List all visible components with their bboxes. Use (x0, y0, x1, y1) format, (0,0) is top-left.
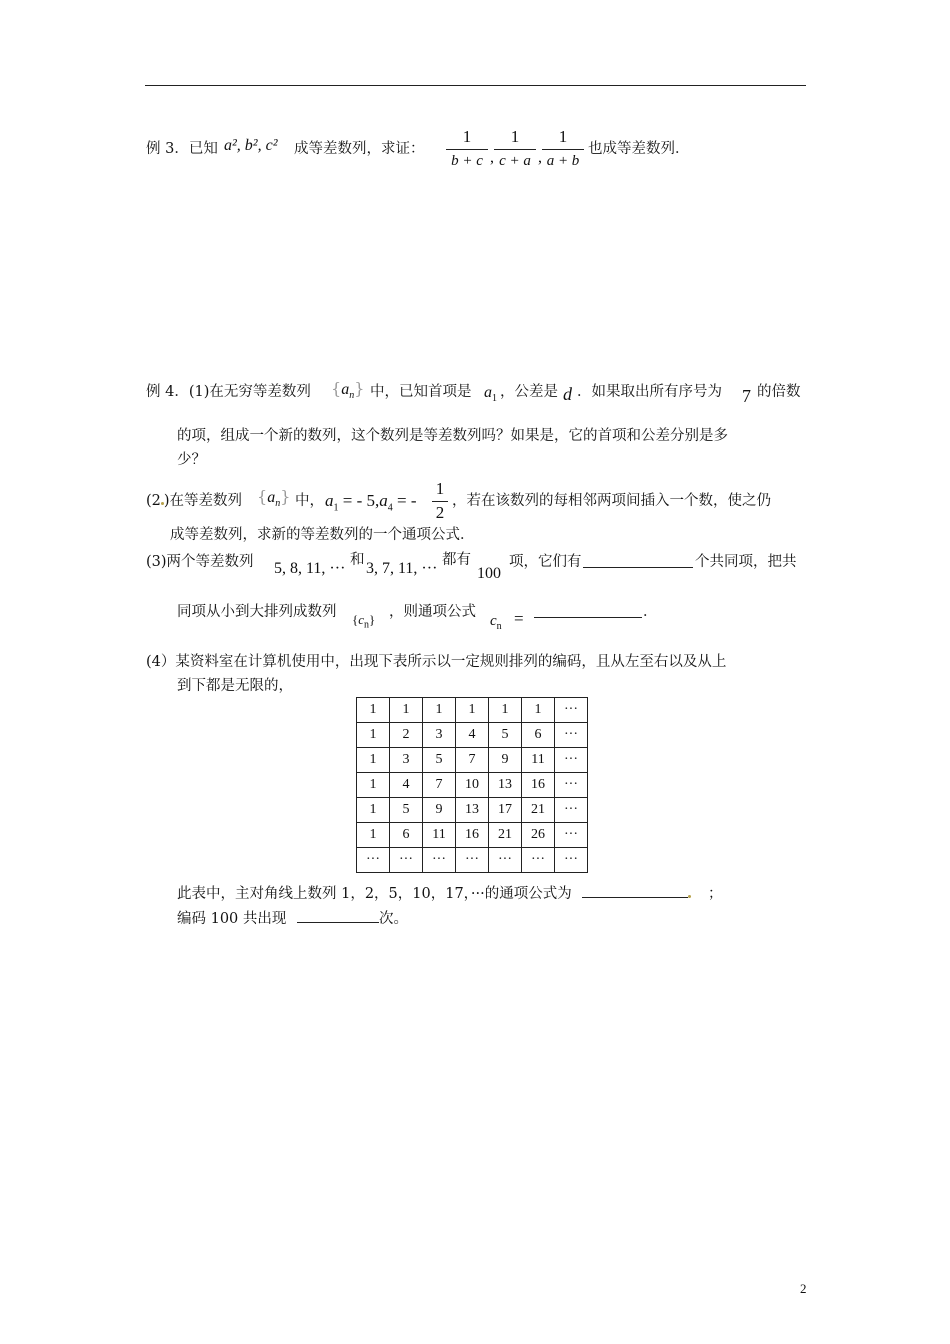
table-cell: 4 (456, 723, 489, 748)
table-cell: 1 (357, 698, 390, 723)
table-row (357, 798, 588, 823)
table-cell: 10 (456, 773, 489, 798)
table-cell: 13 (456, 798, 489, 823)
example4-part1-seq: $\{a_n\}$ (331, 379, 365, 401)
table-cell: 5 (390, 798, 423, 823)
table-cell: 6 (522, 723, 555, 748)
example4-part1-mid2: ，公差是 (500, 384, 558, 400)
example4-part4-question1: 此表中，主对角线上数列 1，2，5，10，17，···的通项公式为 ； (177, 886, 723, 902)
table-cell: 6 (390, 823, 423, 848)
example3-fraction-3 (542, 127, 584, 170)
example4-part2-mid: 中， (295, 493, 324, 509)
table-cell: 5 (489, 723, 522, 748)
example4-part3-cn-seq: $\{c_n\}$ (352, 612, 376, 631)
example4-part3-line2: 同项从小到大排列成数列 (177, 604, 337, 620)
table-cell: ··· (489, 848, 522, 873)
example4-part1-line3: 少？ (177, 452, 206, 468)
table-cell: ··· (357, 848, 390, 873)
table-cell: 16 (522, 773, 555, 798)
example4-part3-count: 100 (477, 565, 501, 582)
example4-part3-end: 个共同项，把共 (695, 554, 797, 570)
table-cell: ··· (555, 848, 588, 873)
page-number: 2 (800, 1281, 807, 1296)
table-cell: 9 (489, 748, 522, 773)
table-row (357, 723, 588, 748)
fraction-denominator: b + c (451, 153, 483, 169)
question1-answer-blank[interactable] (582, 885, 688, 898)
fraction-denominator: a + b (546, 153, 580, 169)
table-row (357, 748, 588, 773)
table-cell: 4 (390, 773, 423, 798)
table-cell: 3 (390, 748, 423, 773)
table-cell: 16 (456, 823, 489, 848)
example4-part2-fraction: 1 2 (432, 479, 448, 522)
header-rule (145, 85, 806, 86)
example3-fraction-2 (494, 127, 536, 170)
table-cell: ··· (423, 848, 456, 873)
fraction-denominator: c + a (499, 153, 531, 169)
code-table (356, 697, 588, 873)
example4-part1-mid3: ．如果取出所有序号为 (577, 384, 722, 400)
table-cell: 13 (489, 773, 522, 798)
example4-part1-seven: 7 (742, 386, 751, 406)
table-cell: 1 (489, 698, 522, 723)
table-cell: 9 (423, 798, 456, 823)
example4-part3-seq2: 3, 7, 11, ··· (366, 560, 438, 577)
table-cell: ··· (555, 823, 588, 848)
fraction-numerator: 1 (462, 127, 472, 146)
table-cell: 7 (456, 748, 489, 773)
table-row (357, 773, 588, 798)
example3-tail: 也成等差数列． (588, 141, 690, 157)
example4-part1-first-term: $a_1$ (484, 384, 497, 404)
table-cell: 11 (522, 748, 555, 773)
table-cell: 1 (357, 823, 390, 848)
table-cell: 21 (522, 798, 555, 823)
table-cell: 17 (489, 798, 522, 823)
example4-part3-then: ，则通项公式 (389, 604, 476, 620)
example4-part2-label: (2 )在等差数列 (146, 493, 243, 509)
example4-part3-and: 和 (350, 552, 365, 568)
table-cell: ··· (555, 698, 588, 723)
example4-part1-mid1: 中，已知首项是 (370, 384, 472, 400)
table-cell: ··· (390, 848, 423, 873)
example4-part4-question2: 编码 100 共出现 次。 (177, 911, 409, 927)
example4-part3-formula-blank[interactable] (534, 605, 642, 622)
table-cell: ··· (555, 723, 588, 748)
table-cell: 5 (423, 748, 456, 773)
table-cell: 21 (489, 823, 522, 848)
example4-part3-equals: = (514, 609, 524, 628)
example4-part1-d: d (563, 384, 572, 404)
table-cell: ··· (522, 848, 555, 873)
table-cell: 1 (456, 698, 489, 723)
example4-part2-seq: $\{a_n\}$ (257, 487, 291, 509)
example3-condition: 成等差数列，求证： (294, 141, 425, 157)
table-cell: 1 (357, 773, 390, 798)
example4-part2-end: ，若在该数列的每相邻两项间插入一个数，使之仍 (452, 493, 771, 509)
example4-part3-answer-blank[interactable] (583, 555, 693, 572)
table-cell: 26 (522, 823, 555, 848)
example4-part3-cn: $c_n$ (490, 613, 502, 632)
table-cell: 1 (423, 698, 456, 723)
example3-terms: a², b², c² (224, 137, 278, 154)
table-cell: ··· (555, 748, 588, 773)
example3-label: 例 3．已知 (146, 141, 218, 157)
table-cell: 11 (423, 823, 456, 848)
table-cell: 1 (357, 798, 390, 823)
table-cell: ··· (456, 848, 489, 873)
table-cell: 1 (522, 698, 555, 723)
example4-part3-seq1: 5, 8, 11, ··· (274, 560, 346, 577)
example4-part2-equation: $a_1$ = - $5,a_4$ = - (325, 491, 417, 514)
table-cell: 1 (357, 723, 390, 748)
example4-part2-line2: 成等差数列，求新的等差数列的一个通项公式． (170, 527, 475, 543)
table-row (357, 848, 588, 873)
example4-part4-line1: (4）某资料室在计算机使用中，出现下表所示以一定规则排列的编码，且从左至右以及从上 (146, 654, 727, 670)
table-cell: 1 (357, 748, 390, 773)
table-cell: 3 (423, 723, 456, 748)
question2-answer-blank[interactable] (297, 910, 379, 923)
example4-part3-both: 都有 (442, 552, 471, 568)
example4-part1-label: 例 4．(1)在无穷等差数列 (146, 384, 311, 400)
table-cell: 1 (390, 698, 423, 723)
table-cell: 7 (423, 773, 456, 798)
example4-part1-line2: 的项，组成一个新的数列，这个数列是等差数列吗？如果是，它的首项和公差分别是多 (177, 428, 728, 444)
example4-part4-line2: 到下都是无限的， (177, 678, 293, 694)
table-cell: 2 (390, 723, 423, 748)
example3-fraction-1 (446, 127, 488, 170)
fraction-numerator: 1 (510, 127, 520, 146)
example4-part3-label: (3)两个等差数列 (146, 554, 254, 570)
example4-part3-mid: 项，它们有 (509, 554, 582, 570)
table-cell: ··· (555, 798, 588, 823)
table-row (357, 698, 588, 723)
example4-part1-end: 的倍数 (757, 384, 801, 400)
table-cell: ··· (555, 773, 588, 798)
example4-part3-period: ． (643, 604, 658, 620)
table-row (357, 823, 588, 848)
fraction-numerator: 1 (558, 127, 568, 146)
